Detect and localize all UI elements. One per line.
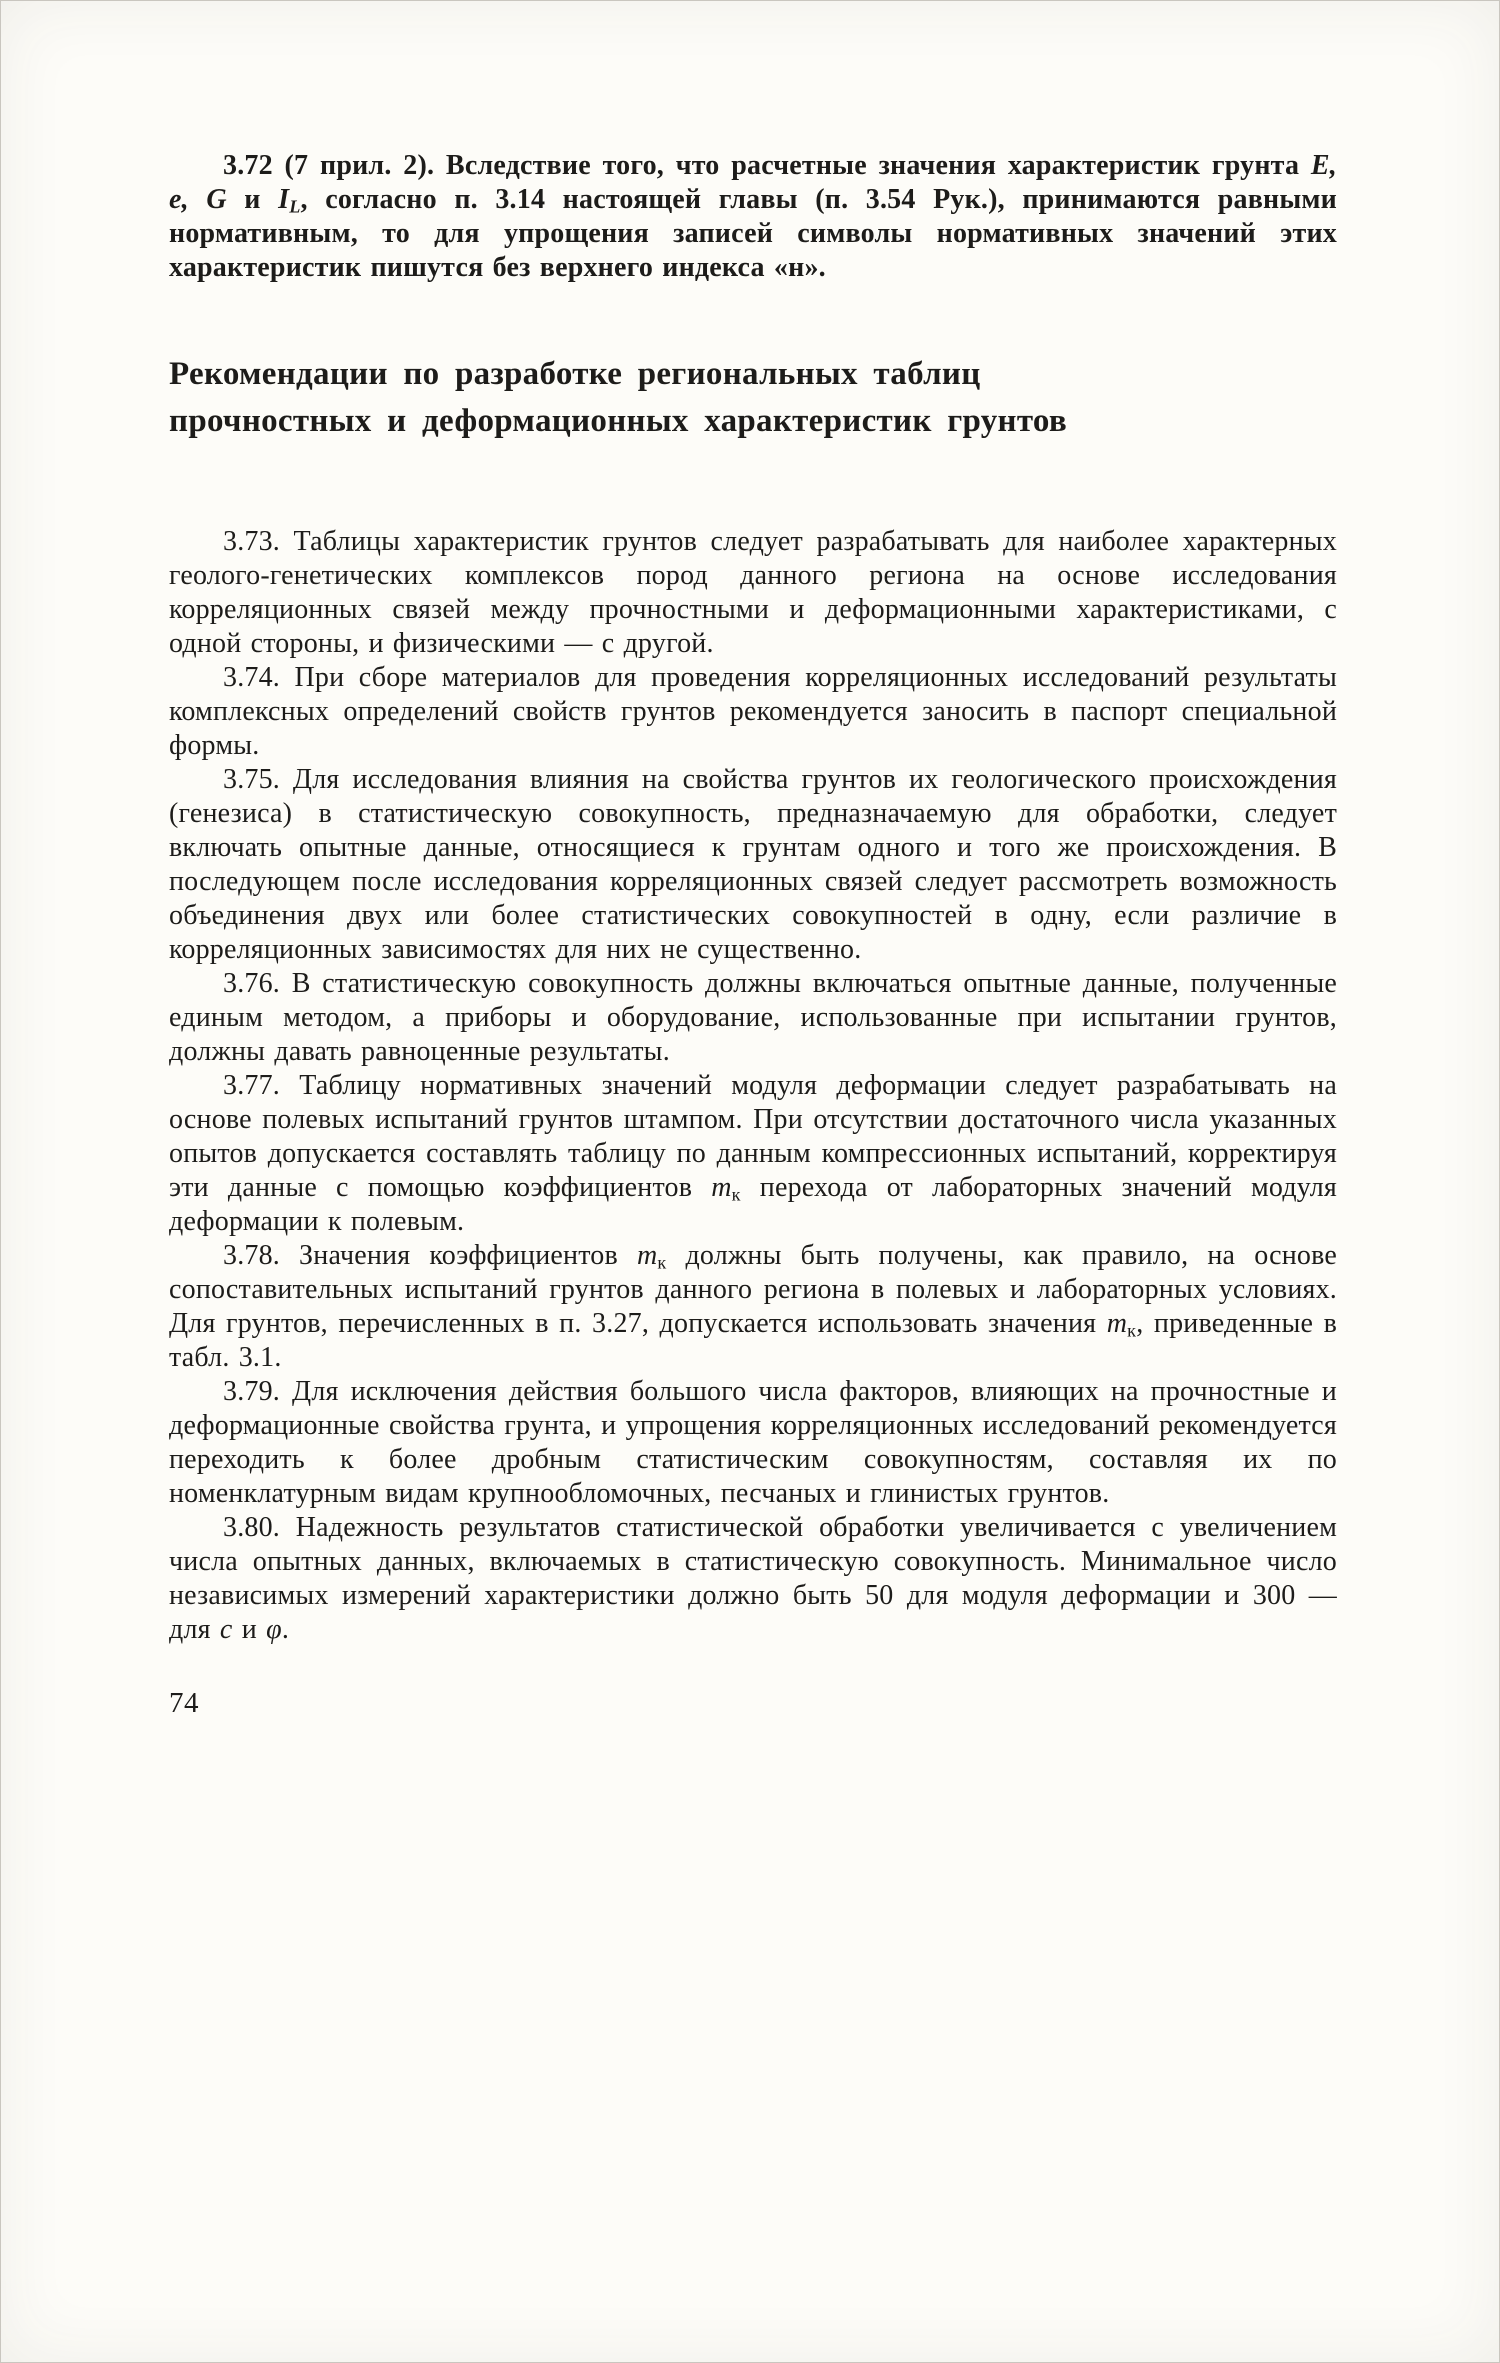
symbol-mk-base: m (636, 1240, 658, 1271)
paragraph-3-73: 3.73. Таблицы характеристик грунтов следует разрабатывать для наиболее характерных геолого-генетических комплексов пород данного региона на основе исследования корреляционных связей между прочностными и деформационными характеристиками, с одной стороны, и физическими — с другой. (169, 526, 1337, 659)
paragraph-3-72-text-2: , согласно п. 3.14 настоящей главы (п. 3.54 Рук.), принимаются равными нормативным, то для упрощения записей символы нормативных значений этих характеристик пишутся без верхнего индекса «н». (169, 184, 1338, 283)
symbol-phi: φ (266, 1614, 282, 1645)
symbol-E-e-G: E, e, G (169, 150, 1337, 215)
symbol-mk-subscript: к (657, 1252, 667, 1273)
paragraph-3-77-text-2: перехода от лабораторных значений модуля деформации к полевым. (169, 1172, 1337, 1237)
symbol-mk-base: m (1106, 1308, 1128, 1339)
section-heading-line-2: прочностных и деформационных характеристик грунтов (169, 403, 1068, 439)
symbol-mk-subscript: к (731, 1184, 741, 1205)
paragraph-3-77 (169, 1069, 1337, 1239)
paragraph-3-77-text-1: 3.77. Таблицу нормативных значений модуля деформации следует разрабатывать на основе полевых испытаний грунтов штампом. При отсутствии достаточного числа указанных опытов допускается составлять таблицу по данным компрессионных испытаний, корректируя эти данные с помощью коэффициентов (169, 1070, 1337, 1203)
paragraph-3-80-text-2: . (281, 1614, 290, 1645)
paragraph-3-79: 3.79. Для исключения действия большого числа факторов, влияющих на прочностные и деформационные свойства грунта, и упрощения корреляционных исследований рекомендуется переходить к более дробным статистическим совокупностям, составляя их по номенклатурным видам крупнообломочных, песчаных и глинистых грунтов. (169, 1376, 1337, 1509)
paragraph-3-78-text-2: должны быть получены, как правило, на основе сопоставительных испытаний грунтов данного региона в полевых и лабораторных условиях. Для грунтов, перечисленных в п. 3.27, допускается использовать значения (169, 1240, 1337, 1339)
paragraph-3-76: 3.76. В статистическую совокупность должны включаться опытные данные, полученные единым методом, а приборы и оборудование, использованные при испытании грунтов, должны давать равноценные результаты. (169, 968, 1337, 1067)
paragraph-3-80-text-1: 3.80. Надежность результатов статистической обработки увеличивается с увеличением числа опытных данных, включаемых в статистическую совокупность. Минимальное число независимых измерений характеристики должно быть 50 для модуля деформации и 300 — для (169, 1512, 1337, 1645)
paragraph-3-78 (169, 1239, 1337, 1375)
paragraph-3-74: 3.74. При сборе материалов для проведения корреляционных исследований результаты комплексных определений свойств грунтов рекомендуется заносить в паспорт специальной формы. (169, 662, 1337, 761)
paragraph-3-72-text-1: 3.72 (7 прил. 2). Вследствие того, что расчетные значения характеристик грунта (223, 150, 1311, 181)
paragraph-3-75: 3.75. Для исследования влияния на свойства грунтов их геологического происхождения (генезиса) в статистическую совокупность, предназначаемую для обработки, следует включать опытные данные, относящиеся к грунтам одного и того же происхождения. В последующем после исследования корреляционных связей следует рассмотреть возможность объединения двух или более статистических совокупностей в одну, если различие в корреляционных зависимостях для них не существенно. (169, 764, 1337, 965)
symbol-IL-subscript: L (289, 196, 301, 217)
symbol-mk-subscript: к (1127, 1320, 1137, 1341)
paragraph-3-80 (169, 1511, 1337, 1647)
symbol-IL-base: I (278, 184, 290, 215)
section-heading (169, 351, 1337, 445)
page-number: 74 (169, 1687, 199, 1719)
symbol-c: c (219, 1614, 233, 1645)
paragraph-3-72-conjunction: и (226, 184, 279, 215)
symbol-mk-base: m (711, 1172, 732, 1203)
paragraph-3-78-text-3: , приведенные в табл. 3.1. (169, 1308, 1337, 1373)
paragraph-3-80-conjunction: и (232, 1614, 267, 1645)
section-heading-line-1: Рекомендации по разработке региональных таблиц (169, 356, 981, 392)
paragraph-3-78-text-1: 3.78. Значения коэффициентов (223, 1240, 637, 1271)
paragraph-3-72 (169, 149, 1337, 285)
